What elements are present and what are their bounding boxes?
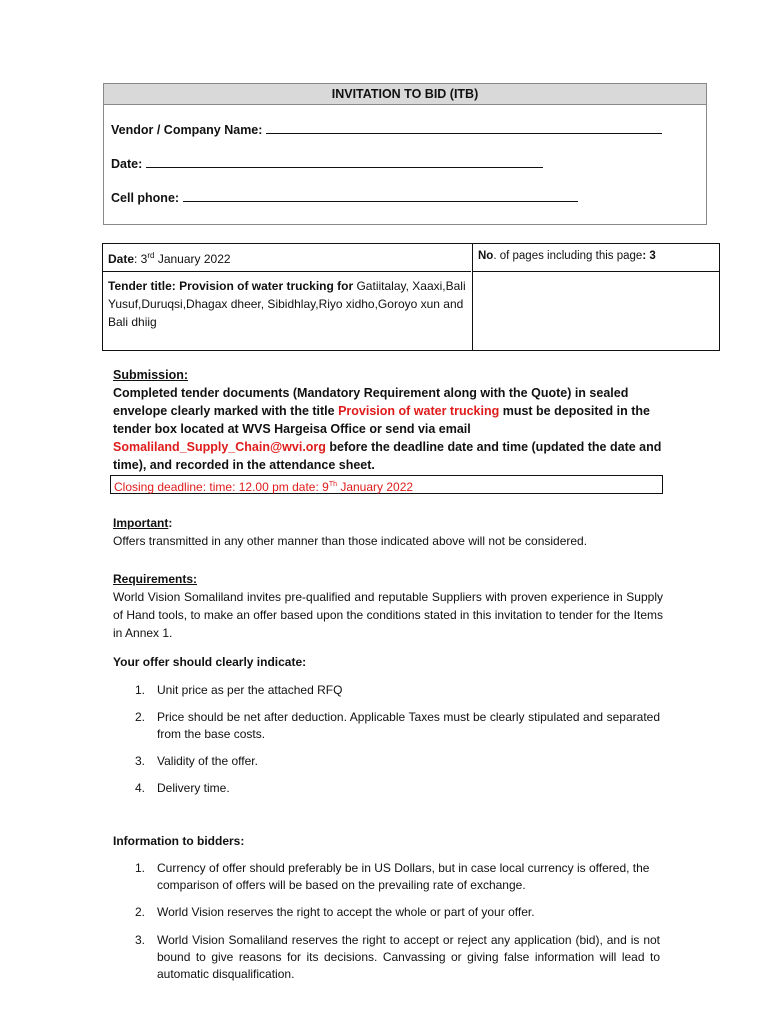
offer-heading: Your offer should clearly indicate: bbox=[113, 655, 307, 669]
itb-title: INVITATION TO BID (ITB) bbox=[104, 84, 706, 105]
list-item: 2. Price should be net after deduction. Applicable Taxes must be clearly stipulated and separated from the base costs. bbox=[135, 710, 660, 741]
important-text: Offers transmitted in any other manner than those indicated above will not be considered. bbox=[113, 534, 588, 548]
cell-field bbox=[111, 190, 578, 205]
itb-header-box bbox=[103, 83, 707, 225]
submission-text: Completed tender documents (Mandatory Requirement along with the Quote) in sealed envelope clearly marked with the title Provision of water trucking must be deposited in the tender box located at WVS Hargeisa Office or send via email Somaliland_Supply_Chain@wvi.org before the deadline date and time (updated the date and time), and recorded in the attendance sheet. bbox=[113, 386, 662, 472]
submission-heading: Submission: bbox=[113, 368, 189, 382]
vendor-label: Vendor / Company Name: bbox=[111, 123, 263, 137]
submission-section bbox=[113, 366, 673, 474]
list-item: 3. World Vision Somaliland reserves the right to accept or reject any application (bid), and is not bound to give reasons for its decisions. Canvassing or giving false information will lead to automatic disqualification. bbox=[135, 933, 660, 981]
list-item: 1. Unit price as per the attached RFQ bbox=[135, 683, 343, 697]
important-heading: Important: bbox=[113, 516, 173, 530]
cell-label: Cell phone: bbox=[111, 191, 180, 205]
requirements-text: World Vision Somaliland invites pre-qualified and reputable Suppliers with proven experience in Supply of Hand tools, to make an offer based upon the conditions stated in this invitation to tender for the Items in Annex 1. bbox=[113, 590, 663, 640]
closing-deadline: Closing deadline: time: 12.00 pm date: 9Th January 2022 bbox=[110, 475, 663, 494]
tender-info-table bbox=[102, 243, 720, 351]
vendor-field bbox=[111, 122, 662, 137]
itb-date-label: Date: bbox=[111, 157, 143, 171]
submission-title-highlight: Provision of water trucking bbox=[338, 404, 500, 418]
tender-title: Tender title: Provision of water trucking for Gatiitalay, Xaaxi,Bali Yusuf,Duruqsi,Dhagax dheer, Sibidhlay,Riyo xidho,Goroyo xun and Bali dhiig bbox=[108, 279, 466, 329]
list-item: 2. World Vision reserves the right to accept the whole or part of your offer. bbox=[135, 905, 535, 919]
requirements-section bbox=[113, 570, 663, 642]
bidders-heading: Information to bidders: bbox=[113, 834, 245, 848]
cell-blank-line bbox=[183, 190, 578, 202]
vendor-blank-line bbox=[266, 122, 662, 134]
submission-email[interactable]: Somaliland_Supply_Chain@wvi.org bbox=[113, 440, 326, 454]
table-pages: No. of pages including this page: 3 bbox=[478, 250, 656, 262]
requirements-heading: Requirements: bbox=[113, 572, 198, 586]
list-item: 1. Currency of offer should preferably be in US Dollars, but in case local currency is offered, the comparison of offers will be based on the prevailing rate of exchange. bbox=[135, 861, 650, 892]
important-section bbox=[113, 514, 663, 550]
date-field bbox=[111, 156, 543, 171]
date-blank-line bbox=[146, 156, 543, 168]
list-item: 4. Delivery time. bbox=[135, 781, 230, 795]
list-item: 3. Validity of the offer. bbox=[135, 754, 258, 768]
table-date: Date: 3rd January 2022 bbox=[108, 251, 231, 266]
